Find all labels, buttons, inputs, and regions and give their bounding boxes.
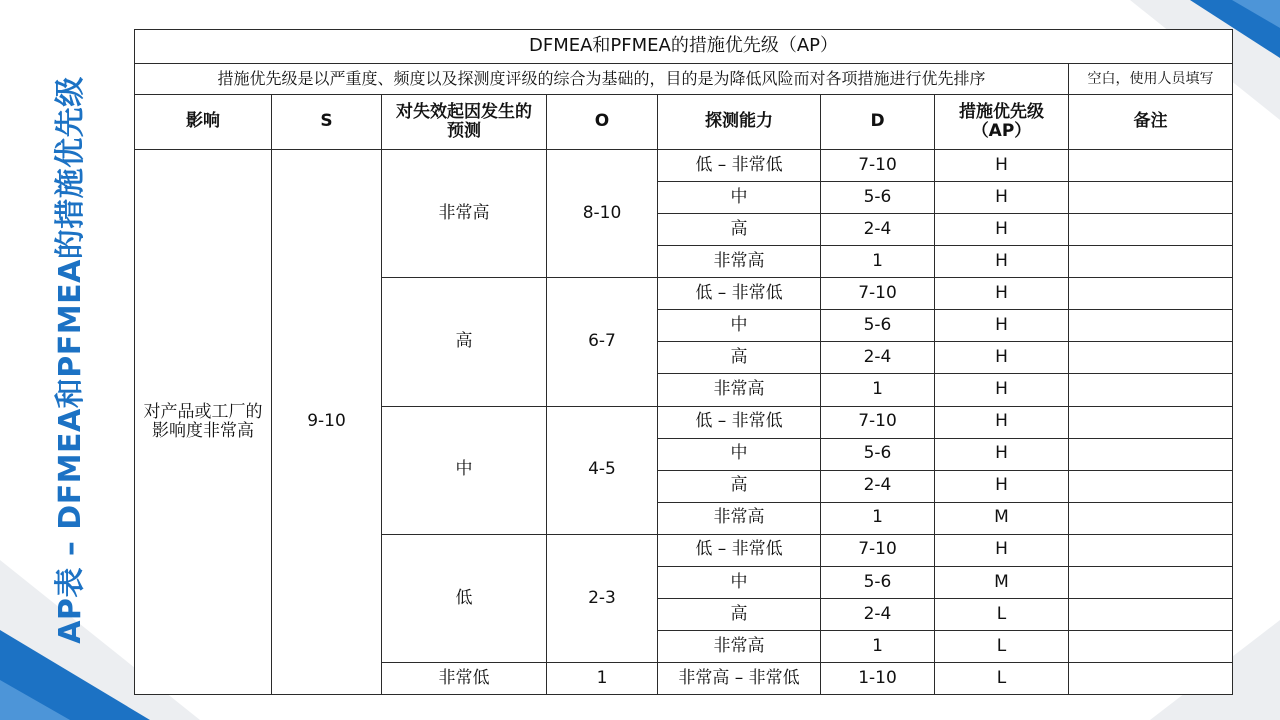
detection-cell: 非常高 [658, 246, 821, 278]
remarks-cell [1069, 214, 1233, 246]
d-value-cell: 7-10 [821, 406, 935, 438]
remarks-cell [1069, 438, 1233, 470]
o-value-cell: 6-7 [547, 278, 658, 406]
d-value-cell: 5-6 [821, 182, 935, 214]
detection-cell: 非常高 [658, 630, 821, 662]
table-title: DFMEA和PFMEA的措施优先级（AP） [135, 30, 1233, 64]
d-value-cell: 2-4 [821, 214, 935, 246]
table-row [135, 150, 1233, 182]
remarks-note: 空白，使用人员填写 [1069, 64, 1233, 95]
d-value-cell: 5-6 [821, 438, 935, 470]
prediction-cell: 非常高 [382, 150, 547, 278]
ap-value-cell: M [935, 502, 1069, 534]
remarks-cell [1069, 310, 1233, 342]
detection-cell: 中 [658, 310, 821, 342]
prediction-cell: 中 [382, 406, 547, 534]
table-subtitle: 措施优先级是以严重度、频度以及探测度评级的综合为基础的，目的是为降低风险而对各项措施进行优先排序 [135, 64, 1069, 95]
remarks-cell [1069, 406, 1233, 438]
ap-value-cell: H [935, 246, 1069, 278]
detection-cell: 中 [658, 182, 821, 214]
remarks-cell [1069, 246, 1233, 278]
prediction-cell: 低 [382, 534, 547, 662]
ap-value-cell: L [935, 630, 1069, 662]
d-value-cell: 7-10 [821, 278, 935, 310]
detection-cell: 低 – 非常低 [658, 534, 821, 566]
ap-value-cell: H [935, 374, 1069, 406]
d-value-cell: 7-10 [821, 150, 935, 182]
d-value-cell: 1 [821, 502, 935, 534]
d-value-cell: 1 [821, 630, 935, 662]
d-value-cell: 2-4 [821, 598, 935, 630]
d-value-cell: 2-4 [821, 470, 935, 502]
d-value-cell: 1 [821, 374, 935, 406]
header-ap: 措施优先级（AP） [935, 95, 1069, 150]
o-value-cell: 2-3 [547, 534, 658, 662]
detection-cell: 非常高 [658, 502, 821, 534]
detection-cell: 低 – 非常低 [658, 150, 821, 182]
remarks-cell [1069, 598, 1233, 630]
header-occurrence-prediction: 对失效起因发生的预测 [382, 95, 547, 150]
ap-value-cell: H [935, 150, 1069, 182]
ap-value-cell: H [935, 182, 1069, 214]
o-value-cell: 8-10 [547, 150, 658, 278]
detection-cell: 高 [658, 214, 821, 246]
detection-cell: 高 [658, 470, 821, 502]
remarks-cell [1069, 662, 1233, 694]
detection-cell: 低 – 非常低 [658, 406, 821, 438]
header-s: S [272, 95, 382, 150]
d-value-cell: 7-10 [821, 534, 935, 566]
side-title-bar [0, 0, 134, 720]
ap-value-cell: H [935, 470, 1069, 502]
effect-cell: 对产品或工厂的影响度非常高 [135, 150, 272, 695]
ap-value-cell: H [935, 406, 1069, 438]
d-value-cell: 5-6 [821, 310, 935, 342]
table-title-row [135, 30, 1233, 64]
o-value-cell: 4-5 [547, 406, 658, 534]
remarks-cell [1069, 342, 1233, 374]
header-o: O [547, 95, 658, 150]
s-value-cell: 9-10 [272, 150, 382, 695]
prediction-cell: 高 [382, 278, 547, 406]
table-subtitle-row [135, 64, 1233, 95]
remarks-cell [1069, 150, 1233, 182]
detection-cell: 非常高 – 非常低 [658, 662, 821, 694]
o-value-cell: 1 [547, 662, 658, 694]
remarks-cell [1069, 374, 1233, 406]
detection-cell: 中 [658, 438, 821, 470]
header-row [135, 95, 1233, 150]
detection-cell: 高 [658, 342, 821, 374]
d-value-cell: 5-6 [821, 566, 935, 598]
ap-value-cell: H [935, 342, 1069, 374]
detection-cell: 低 – 非常低 [658, 278, 821, 310]
ap-value-cell: H [935, 438, 1069, 470]
remarks-cell [1069, 470, 1233, 502]
d-value-cell: 1 [821, 246, 935, 278]
vertical-slide-title: AP表 – DFMEA和PFMEA的措施优先级 [53, 76, 88, 644]
ap-value-cell: L [935, 662, 1069, 694]
remarks-cell [1069, 278, 1233, 310]
header-detection-ability: 探测能力 [658, 95, 821, 150]
ap-table [134, 29, 1233, 695]
ap-value-cell: H [935, 214, 1069, 246]
prediction-cell: 非常低 [382, 662, 547, 694]
d-value-cell: 1-10 [821, 662, 935, 694]
d-value-cell: 2-4 [821, 342, 935, 374]
remarks-cell [1069, 566, 1233, 598]
ap-value-cell: M [935, 566, 1069, 598]
remarks-cell [1069, 502, 1233, 534]
detection-cell: 中 [658, 566, 821, 598]
ap-value-cell: H [935, 534, 1069, 566]
ap-value-cell: H [935, 310, 1069, 342]
header-effect: 影响 [135, 95, 272, 150]
detection-cell: 非常高 [658, 374, 821, 406]
remarks-cell [1069, 534, 1233, 566]
remarks-cell [1069, 182, 1233, 214]
remarks-cell [1069, 630, 1233, 662]
header-remarks: 备注 [1069, 95, 1233, 150]
ap-value-cell: H [935, 278, 1069, 310]
detection-cell: 高 [658, 598, 821, 630]
ap-value-cell: L [935, 598, 1069, 630]
header-d: D [821, 95, 935, 150]
